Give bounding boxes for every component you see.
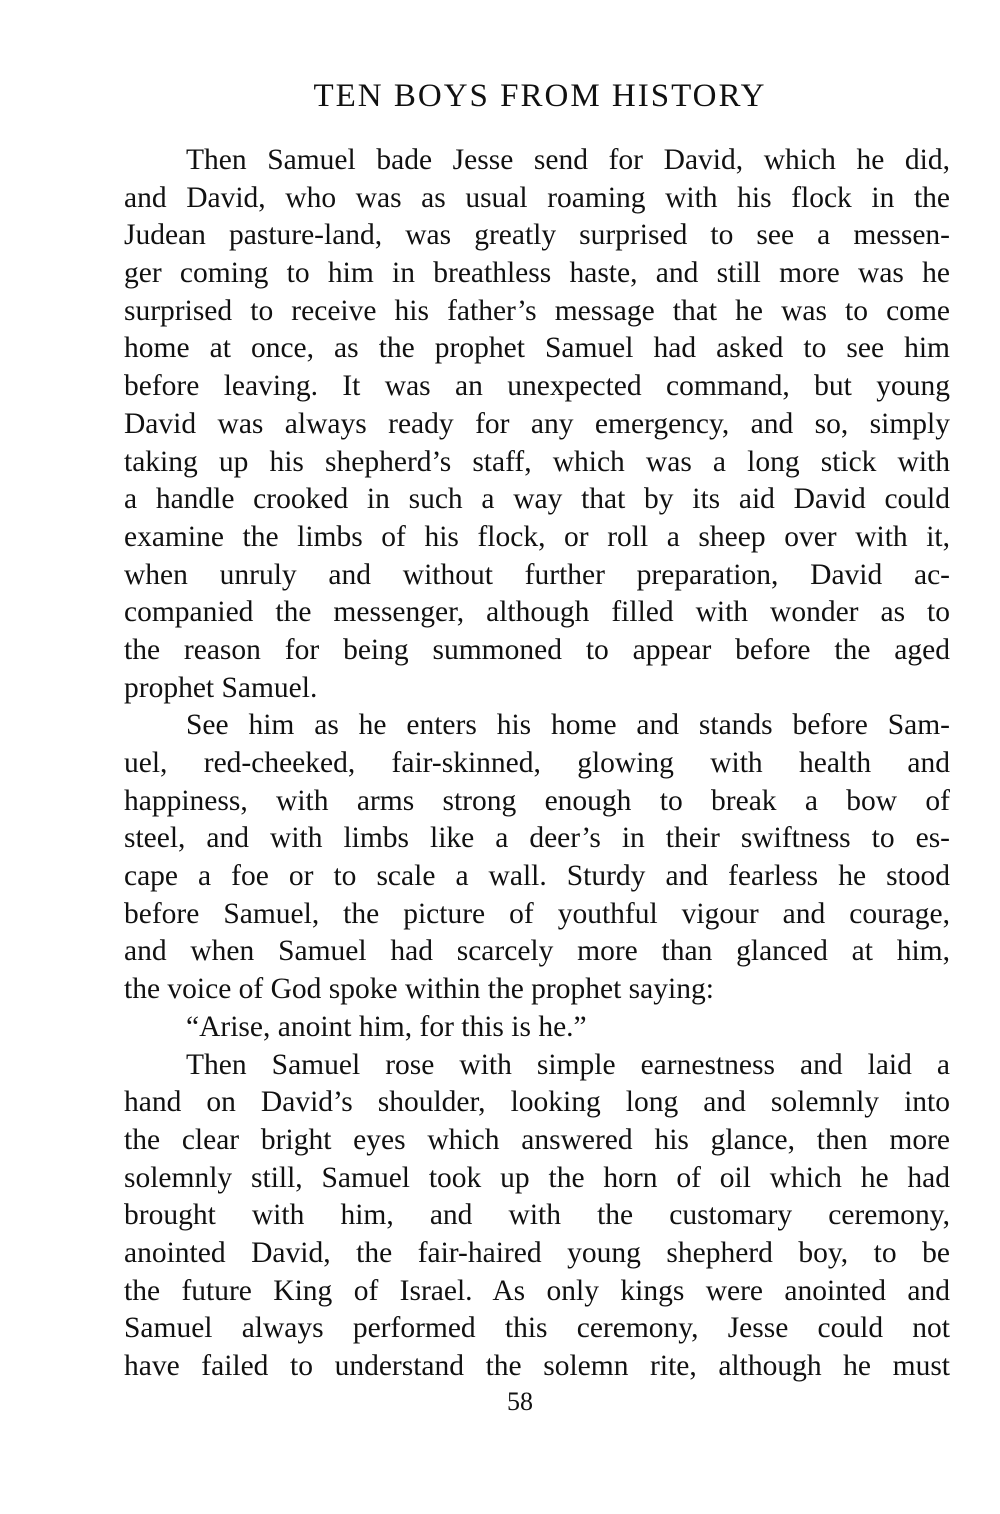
text-line: surprised to receive his father’s message that he was to come [124,294,950,327]
running-head: TEN BOYS FROM HISTORY [313,78,767,114]
text-line: “Arise, anoint him, for this is he.” [186,1010,587,1043]
text-line: and when Samuel had scarcely more than glanced at him, [124,935,950,968]
text-line: companied the messenger, although filled with wonder as to [124,596,950,629]
body-text [124,142,950,1386]
text-line: Judean pasture-land, was greatly surprised to see a messen- [124,219,950,252]
text-line: Samuel always performed this ceremony, Jesse could not [124,1312,950,1345]
text-line: when unruly and without further preparation, David ac- [124,558,950,591]
text-line: a handle crooked in such a way that by its aid David could [124,483,950,516]
text-line: anointed David, the fair-haired young shepherd boy, to be [124,1236,950,1269]
text-line: happiness, with arms strong enough to break a bow of [124,784,950,817]
text-line: steel, and with limbs like a deer’s in their swiftness to es- [124,822,950,855]
text-line: prophet Samuel. [124,671,318,704]
text-line: See him as he enters his home and stands before Sam- [186,709,950,742]
text-line: the voice of God spoke within the prophet saying: [124,973,714,1006]
text-line: examine the limbs of his flock, or roll a sheep over with it, [124,520,950,553]
text-line: David was always ready for any emergency, and so, simply [124,407,950,440]
text-line: cape a foe or to scale a wall. Sturdy and fearless he stood [124,860,950,893]
text-line: the reason for being summoned to appear before the aged [124,633,950,666]
text-line: the future King of Israel. As only kings were anointed and [124,1274,950,1307]
text-line: solemnly still, Samuel took up the horn of oil which he had [124,1161,950,1194]
text-line: brought with him, and with the customary ceremony, [124,1199,950,1232]
text-line: Then Samuel rose with simple earnestness and laid a [186,1048,950,1081]
text-line: Then Samuel bade Jesse send for David, which he did, [186,144,950,176]
text-line: taking up his shepherd’s staff, which was a long stick with [124,445,950,478]
text-line: uel, red-cheeked, fair-skinned, glowing with health and [124,747,950,779]
text-line: ger coming to him in breathless haste, and still more was he [124,257,950,290]
text-line: home at once, as the prophet Samuel had asked to see him [124,332,950,365]
text-line: and David, who was as usual roaming with his flock in the [124,181,950,214]
page-number: 58 [507,1387,533,1416]
text-line: the clear bright eyes which answered his glance, then more [124,1123,950,1156]
text-line: before leaving. It was an unexpected command, but young [124,370,950,403]
text-line: before Samuel, the picture of youthful vigour and courage, [124,897,950,930]
text-line: have failed to understand the solemn rite, although he must [124,1350,950,1382]
text-line: hand on David’s shoulder, looking long and solemnly into [124,1086,950,1119]
